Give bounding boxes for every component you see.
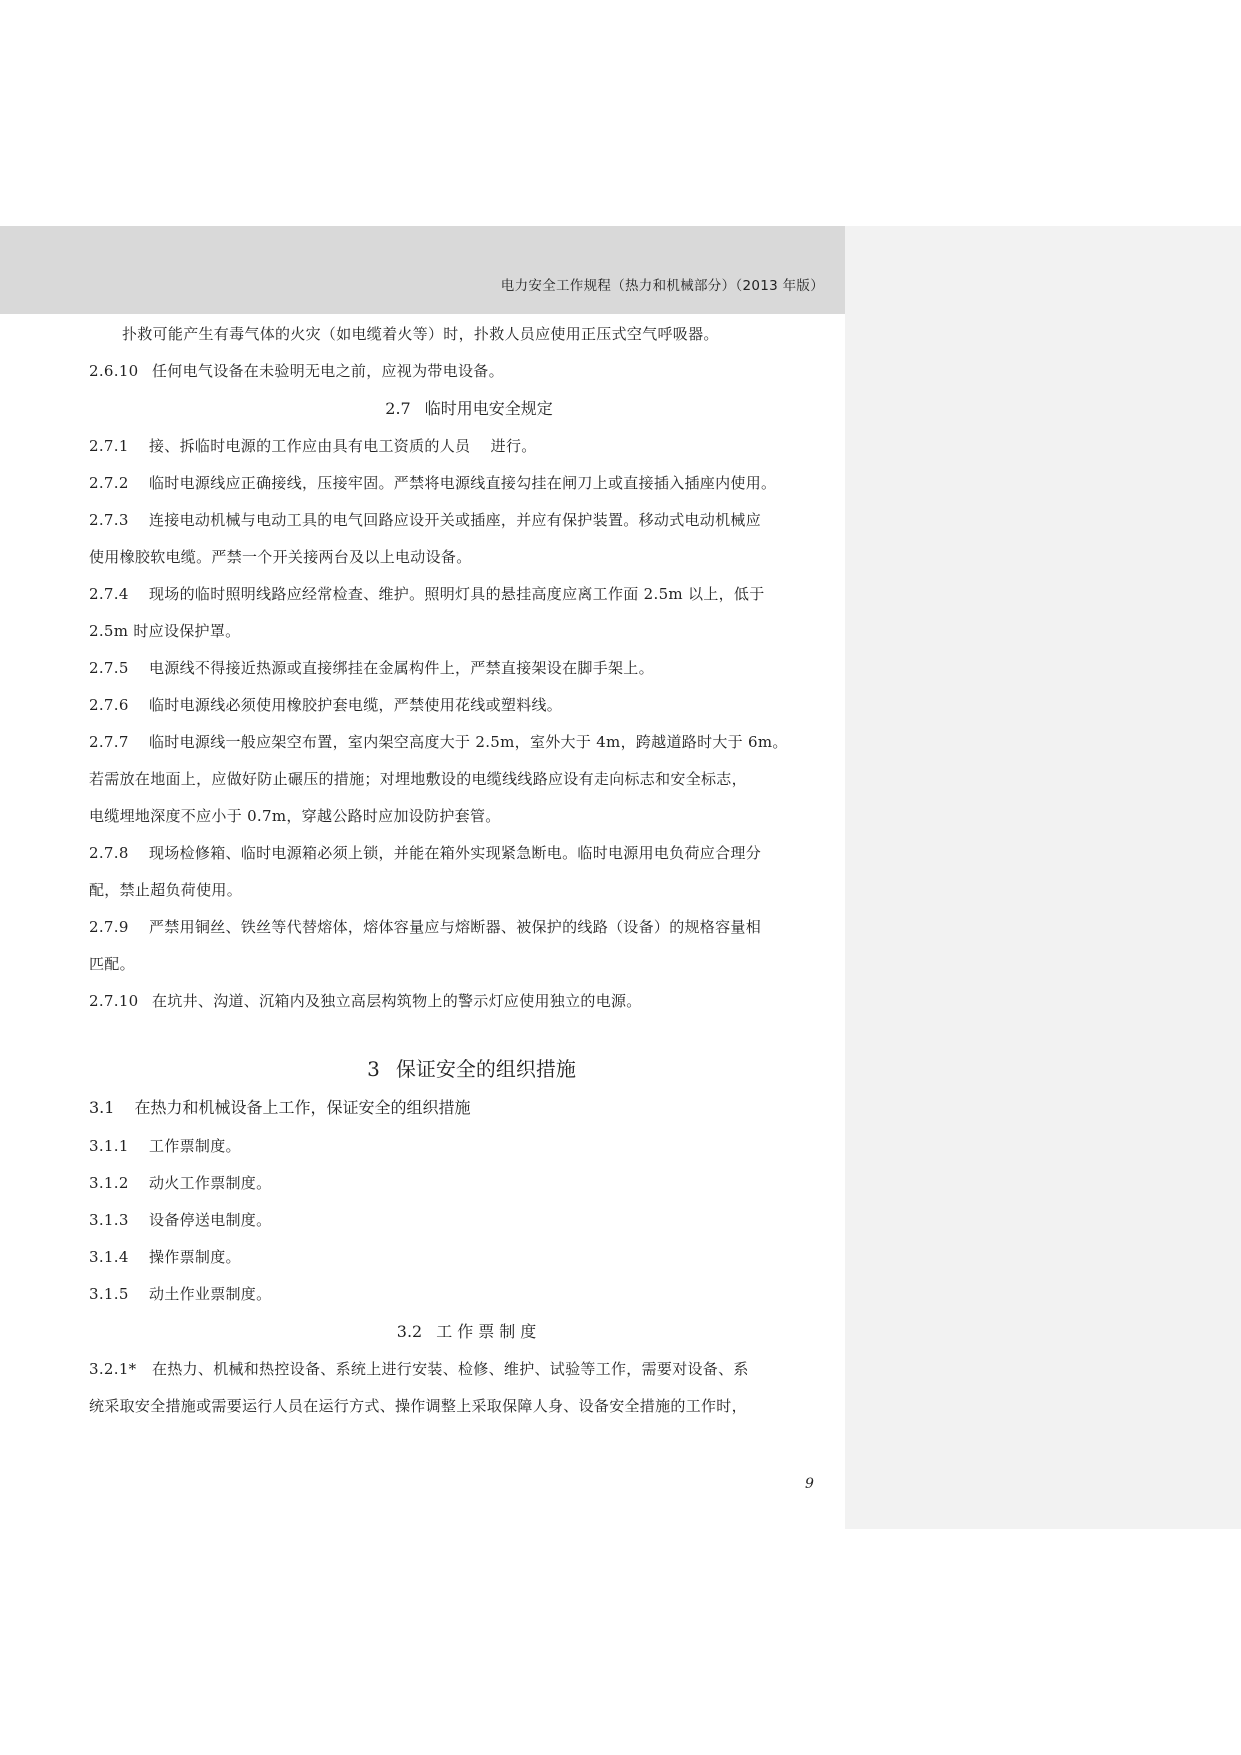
clause-continuation bbox=[89, 798, 839, 835]
clause-text: 操作票制度。 bbox=[149, 1248, 241, 1266]
clause-text: 在热力、机械和热控设备、系统上进行安装、检修、维护、试验等工作，需要对设备、系 bbox=[152, 1360, 749, 1378]
section-number: 3.2 bbox=[396, 1322, 423, 1341]
clause-text: 严禁用铜丝、铁丝等代替熔体，熔体容量应与熔断器、被保护的线路（设备）的规格容量相 bbox=[149, 918, 762, 936]
chapter-title: 保证安全的组织措施 bbox=[395, 1057, 576, 1081]
paragraph-line bbox=[89, 316, 839, 353]
clause-3-1-2 bbox=[89, 1165, 839, 1202]
section-number: 2.7 bbox=[385, 399, 411, 418]
clause-text: 临时电源线应正确接线，压接牢固。严禁将电源线直接勾挂在闸刀上或直接插入插座内使用。 bbox=[149, 474, 777, 492]
clause-text: 使用橡胶软电缆。严禁一个开关接两台及以上电动设备。 bbox=[89, 548, 472, 566]
clause-text: 临时电源线一般应架空布置，室内架空高度大于 2.5m，室外大于 4m，跨越道路时大于 6m。 bbox=[149, 733, 788, 751]
clause-3-1-3 bbox=[89, 1202, 839, 1239]
clause-text: 动火工作票制度。 bbox=[149, 1174, 272, 1192]
clause-text: 电缆埋地深度不应小于 0.7m，穿越公路时应加设防护套管。 bbox=[89, 807, 501, 825]
running-header-band bbox=[0, 226, 906, 314]
running-header-title: 电力安全工作规程（热力和机械部分）（2013 年版） bbox=[500, 278, 824, 294]
chapter-number: 3 bbox=[367, 1057, 380, 1081]
chapter-heading-3 bbox=[89, 1048, 839, 1090]
clause-continuation bbox=[89, 872, 839, 909]
comment-margin-panel bbox=[845, 226, 1241, 1529]
document-body bbox=[89, 316, 839, 1425]
section-heading-2-7 bbox=[89, 390, 839, 428]
clause-continuation bbox=[89, 613, 839, 650]
clause-number: 2.7.3 bbox=[89, 511, 129, 529]
clause-number: 2.7.2 bbox=[89, 474, 129, 492]
clause-text: 匹配。 bbox=[89, 955, 135, 973]
clause-text: 电源线不得接近热源或直接绑挂在金属构件上，严禁直接架设在脚手架上。 bbox=[149, 659, 654, 677]
clause-number: 3.1.5 bbox=[89, 1285, 129, 1303]
section-heading-3-1 bbox=[89, 1090, 839, 1128]
clause-2-7-2 bbox=[89, 465, 839, 502]
clause-text: 临时电源线必须使用橡胶护套电缆，严禁使用花线或塑料线。 bbox=[149, 696, 563, 714]
clause-text: 现场的临时照明线路应经常检查、维护。照明灯具的悬挂高度应离工作面 2.5m 以上，低于 bbox=[149, 585, 765, 603]
clause-2-7-5 bbox=[89, 650, 839, 687]
clause-continuation bbox=[89, 946, 839, 983]
section-title: 在热力和机械设备上工作，保证安全的组织措施 bbox=[134, 1098, 471, 1117]
clause-2-7-7 bbox=[89, 724, 839, 761]
clause-text: 配，禁止超负荷使用。 bbox=[89, 881, 243, 899]
paragraph-text: 扑救可能产生有毒气体的火灾（如电缆着火等）时，扑救人员应使用正压式空气呼吸器。 bbox=[122, 325, 719, 343]
clause-text: 接、拆临时电源的工作应由具有电工资质的人员 进行。 bbox=[149, 437, 537, 455]
clause-number: 3.1.2 bbox=[89, 1174, 129, 1192]
clause-text: 现场检修箱、临时电源箱必须上锁，并能在箱外实现紧急断电。临时电源用电负荷应合理分 bbox=[149, 844, 762, 862]
clause-continuation bbox=[89, 1388, 839, 1425]
clause-number: 2.6.10 bbox=[89, 362, 139, 380]
clause-text: 工作票制度。 bbox=[149, 1137, 241, 1155]
clause-2-7-3 bbox=[89, 502, 839, 539]
clause-number: 3.1.1 bbox=[89, 1137, 129, 1155]
clause-2-7-9 bbox=[89, 909, 839, 946]
clause-number: 2.7.7 bbox=[89, 733, 129, 751]
section-number: 3.1 bbox=[89, 1098, 115, 1117]
clause-text: 统采取安全措施或需要运行人员在运行方式、操作调整上采取保障人身、设备安全措施的工作时， bbox=[89, 1397, 747, 1415]
clause-continuation bbox=[89, 761, 839, 798]
clause-3-1-5 bbox=[89, 1276, 839, 1313]
clause-3-2-1 bbox=[89, 1351, 839, 1388]
clause-2-7-4 bbox=[89, 576, 839, 613]
clause-2-7-8 bbox=[89, 835, 839, 872]
clause-text: 动土作业票制度。 bbox=[149, 1285, 272, 1303]
clause-number: 2.7.1 bbox=[89, 437, 129, 455]
clause-text: 连接电动机械与电动工具的电气回路应设开关或插座，并应有保护装置。移动式电动机械应 bbox=[149, 511, 762, 529]
clause-number: 3.1.3 bbox=[89, 1211, 129, 1229]
section-title: 临时用电安全规定 bbox=[424, 399, 553, 418]
clause-number: 2.7.6 bbox=[89, 696, 129, 714]
clause-text: 在坑井、沟道、沉箱内及独立高层构筑物上的警示灯应使用独立的电源。 bbox=[152, 992, 642, 1010]
clause-3-1-1 bbox=[89, 1128, 839, 1165]
clause-number: 3.2.1* bbox=[89, 1360, 137, 1378]
clause-2-7-6 bbox=[89, 687, 839, 724]
section-heading-3-2 bbox=[89, 1313, 839, 1351]
clause-text: 2.5m 时应设保护罩。 bbox=[89, 622, 241, 640]
section-title: 工作票制度 bbox=[436, 1322, 542, 1341]
clause-number: 2.7.5 bbox=[89, 659, 129, 677]
clause-text: 若需放在地面上，应做好防止碾压的措施；对埋地敷设的电缆线线路应设有走向标志和安全标志， bbox=[89, 770, 747, 788]
clause-number: 2.7.4 bbox=[89, 585, 129, 603]
clause-2-7-1 bbox=[89, 428, 839, 465]
page-number: 9 bbox=[805, 1476, 814, 1492]
clause-number: 3.1.4 bbox=[89, 1248, 129, 1266]
clause-text: 设备停送电制度。 bbox=[149, 1211, 272, 1229]
clause-continuation bbox=[89, 539, 839, 576]
clause-text: 任何电气设备在未验明无电之前，应视为带电设备。 bbox=[152, 362, 504, 380]
clause-3-1-4 bbox=[89, 1239, 839, 1276]
clause-2-7-10 bbox=[89, 983, 839, 1020]
clause-number: 2.7.9 bbox=[89, 918, 129, 936]
clause-2-6-10 bbox=[89, 353, 839, 390]
clause-number: 2.7.10 bbox=[89, 992, 139, 1010]
clause-number: 2.7.8 bbox=[89, 844, 129, 862]
